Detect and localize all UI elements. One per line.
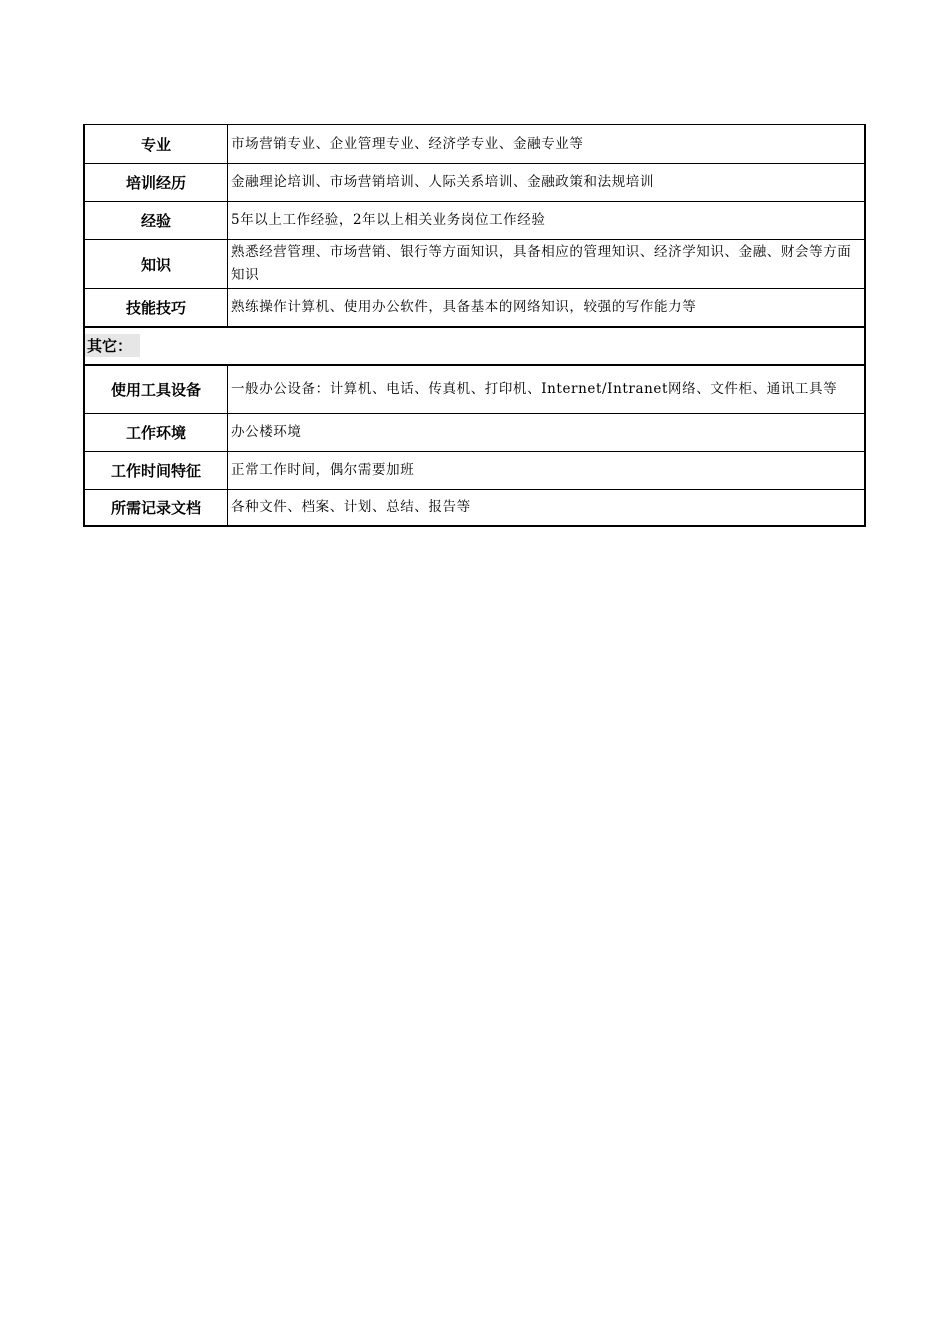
- row-label-knowledge: 知识: [84, 240, 228, 289]
- row-label-training: 培训经历: [84, 164, 228, 202]
- row-value-knowledge: 熟悉经营管理、市场营销、银行等方面知识，具备相应的管理知识、经济学知识、金融、财会等方面知识: [228, 240, 866, 289]
- section-cell: [84, 327, 865, 365]
- table-row: [84, 125, 865, 164]
- section-title-other: 其它：: [85, 334, 140, 357]
- row-label-environment: 工作环境: [84, 414, 228, 452]
- row-value-environment: 办公楼环境: [228, 414, 866, 452]
- row-label-major: 专业: [84, 125, 228, 164]
- row-value-tools: 一般办公设备：计算机、电话、传真机、打印机、Internet/Intranet网络、文件柜、通讯工具等: [228, 365, 866, 414]
- table-row: [84, 414, 865, 452]
- section-row-other: [84, 327, 865, 365]
- table-row: [84, 490, 865, 526]
- table-row: [84, 452, 865, 490]
- table-row: [84, 365, 865, 414]
- row-value-documents: 各种文件、档案、计划、总结、报告等: [228, 490, 866, 526]
- row-label-tools: 使用工具设备: [84, 365, 228, 414]
- row-value-training: 金融理论培训、市场营销培训、人际关系培训、金融政策和法规培训: [228, 164, 866, 202]
- row-value-experience: 5年以上工作经验，2年以上相关业务岗位工作经验: [228, 202, 866, 240]
- row-label-work-hours: 工作时间特征: [84, 452, 228, 490]
- row-value-work-hours: 正常工作时间，偶尔需要加班: [228, 452, 866, 490]
- table-row: [84, 240, 865, 289]
- job-requirements-table: [83, 124, 866, 527]
- table-row: [84, 202, 865, 240]
- row-value-major: 市场营销专业、企业管理专业、经济学专业、金融专业等: [228, 125, 866, 164]
- table-row: [84, 164, 865, 202]
- row-label-experience: 经验: [84, 202, 228, 240]
- row-label-skills: 技能技巧: [84, 289, 228, 327]
- table-row: [84, 289, 865, 327]
- row-label-documents: 所需记录文档: [84, 490, 228, 526]
- row-value-skills: 熟练操作计算机、使用办公软件，具备基本的网络知识，较强的写作能力等: [228, 289, 866, 327]
